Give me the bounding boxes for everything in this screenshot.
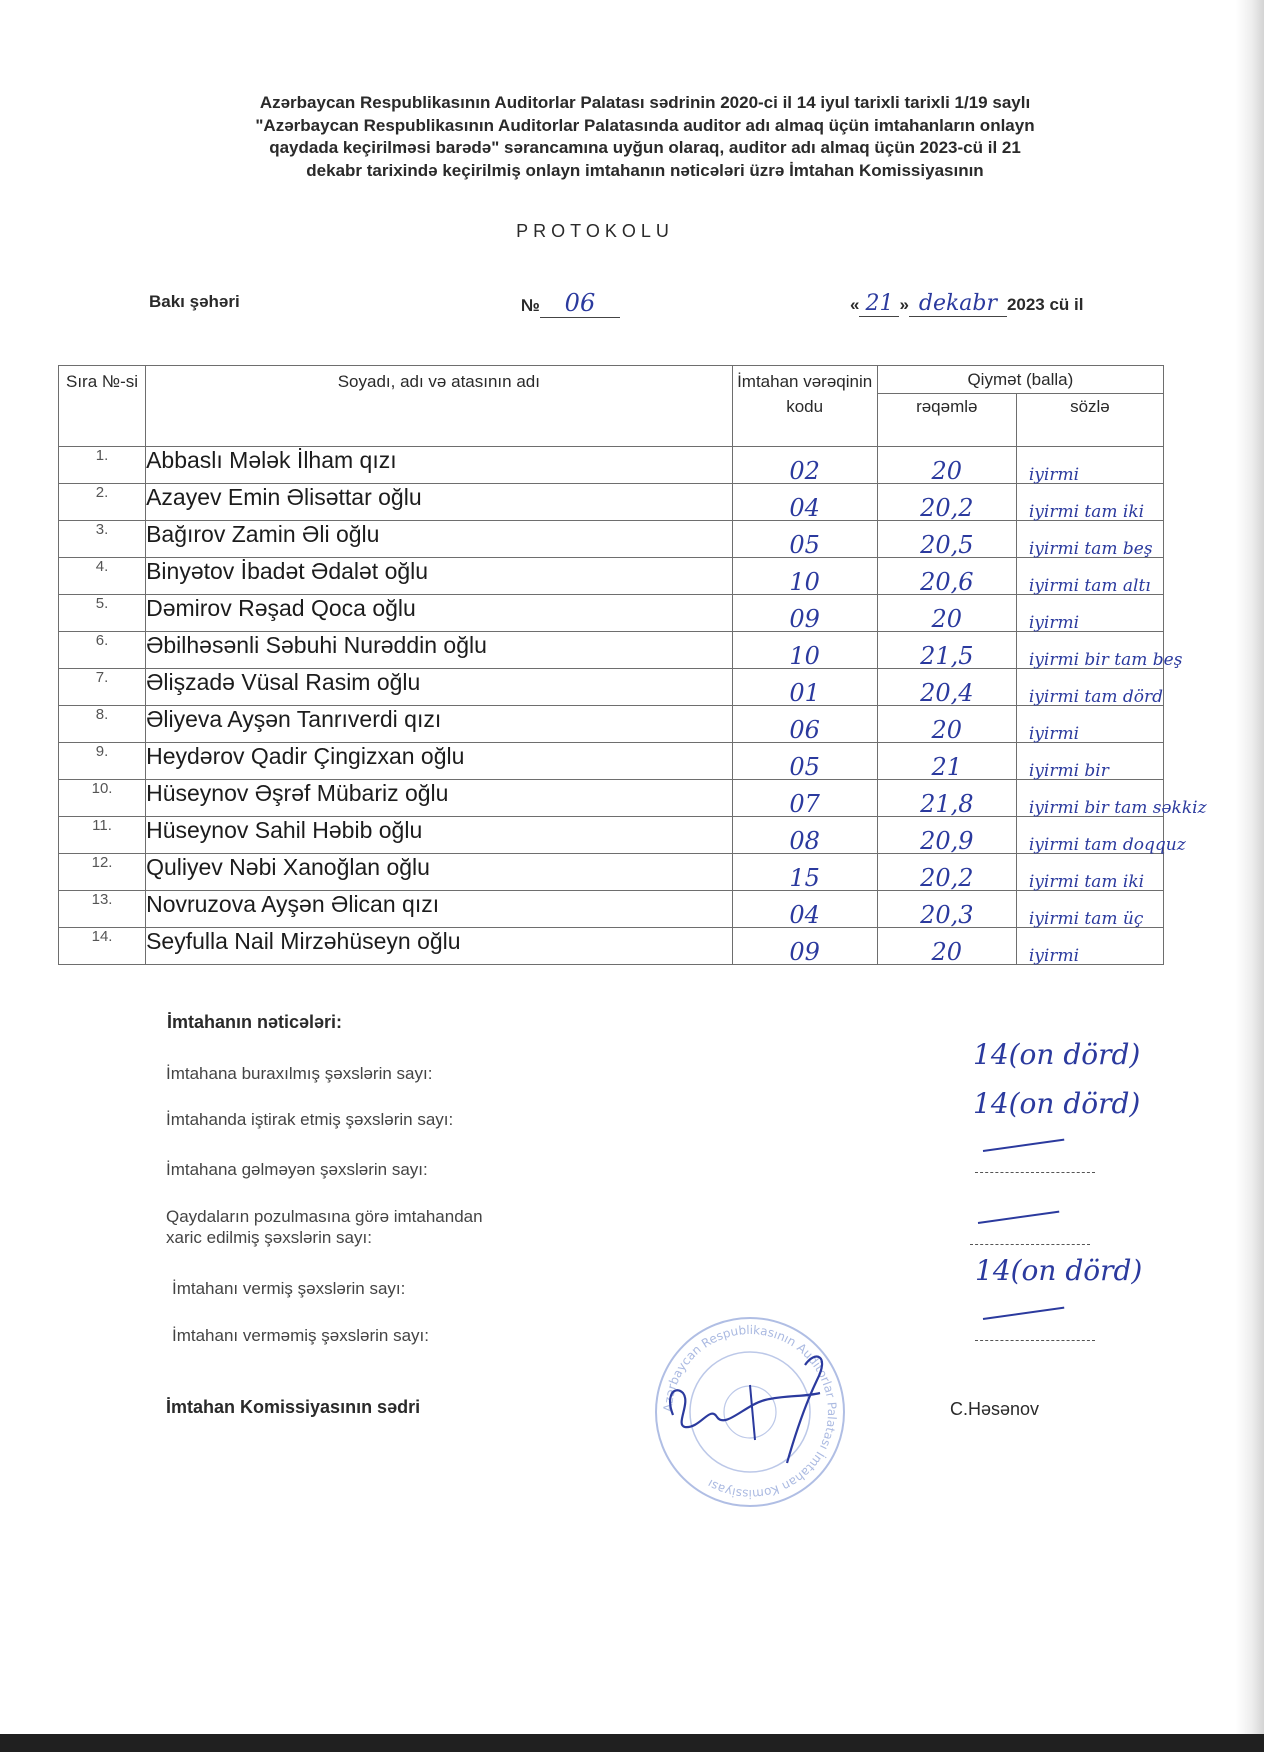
passed-label: İmtahanı vermiş şəxslərin sayı:: [172, 1279, 406, 1298]
header-words: sözlə: [1016, 394, 1163, 447]
exam-code: 01: [732, 669, 877, 706]
row-number: 7.: [59, 669, 146, 706]
score-digits: 21,5: [877, 632, 1016, 669]
table-row: [59, 669, 1164, 706]
row-number: 9.: [59, 743, 146, 780]
date-close-quote: »: [899, 295, 909, 314]
full-name: Seyfulla Nail Mirzəhüseyn oğlu: [146, 928, 733, 965]
excluded-label: [166, 1206, 483, 1248]
scan-edge-bottom: [0, 1734, 1264, 1752]
score-digits: 20,2: [877, 484, 1016, 521]
row-number: 10.: [59, 780, 146, 817]
score-words: iyirmi bir: [1016, 743, 1163, 780]
date-year: 2023 cü il: [1006, 295, 1084, 314]
score-digits: 20,4: [877, 669, 1016, 706]
exam-code: 06: [732, 706, 877, 743]
exam-code: 15: [732, 854, 877, 891]
table-row: [59, 891, 1164, 928]
date-month: dekabr: [909, 291, 1007, 317]
score-digits: 21,8: [877, 780, 1016, 817]
table-row: [59, 632, 1164, 669]
full-name: Quliyev Nəbi Xanoğlan oğlu: [146, 854, 733, 891]
row-number: 13.: [59, 891, 146, 928]
full-name: Binyətov İbadət Ədalət oğlu: [146, 558, 733, 595]
absent-dash: [975, 1148, 1095, 1173]
score-words: iyirmi tam iki: [1016, 484, 1163, 521]
table-row: [59, 780, 1164, 817]
participated-label: İmtahanda iştirak etmiş şəxslərin sayı:: [166, 1110, 454, 1129]
score-words: iyirmi tam altı: [1016, 558, 1163, 595]
results-heading: İmtahanın nəticələri:: [167, 1012, 343, 1032]
table-row: [59, 558, 1164, 595]
protocol-date: [850, 291, 1084, 317]
full-name: Bağırov Zamin Əli oğlu: [146, 521, 733, 558]
chair-name: C.Həsənov: [950, 1399, 1040, 1419]
passed-value: 14(on dörd): [975, 1254, 1143, 1287]
header-line: dekabr tarixində keçirilmiş onlayn imtahanın nəticələri üzrə İmtahan Komissiyasının: [306, 160, 984, 180]
score-words: iyirmi tam dörd: [1016, 669, 1163, 706]
failed-dash: [975, 1316, 1095, 1341]
header-code: İmtahan vərəqinin kodu: [732, 366, 877, 447]
exam-code: 04: [732, 484, 877, 521]
header-line: Azərbaycan Respublikasının Auditorlar Palatası sədrinin 2020-ci il 14 iyul tarixli tarixli 1/19 saylı: [259, 93, 1031, 112]
header-score: Qiymət (balla): [877, 366, 1163, 394]
row-number: 4.: [59, 558, 146, 595]
score-words: iyirmi bir tam səkkiz: [1016, 780, 1163, 817]
exam-code: 09: [732, 928, 877, 965]
table-row: [59, 595, 1164, 632]
exam-code: 04: [732, 891, 877, 928]
full-name: Heydərov Qadir Çingizxan oğlu: [146, 743, 733, 780]
score-words: iyirmi tam üç: [1016, 891, 1163, 928]
protocol-number: [521, 289, 620, 318]
row-number: 14.: [59, 928, 146, 965]
date-day: 21: [859, 291, 899, 317]
score-words: iyirmi tam iki: [1016, 854, 1163, 891]
score-words: iyirmi: [1016, 447, 1163, 484]
table-row: [59, 447, 1164, 484]
score-words: iyirmi: [1016, 595, 1163, 632]
row-number: 6.: [59, 632, 146, 669]
score-digits: 20,2: [877, 854, 1016, 891]
number-prefix: №: [521, 296, 540, 315]
row-number: 12.: [59, 854, 146, 891]
exam-code: 08: [732, 817, 877, 854]
score-digits: 20,9: [877, 817, 1016, 854]
score-words: iyirmi bir tam beş: [1016, 632, 1163, 669]
full-name: Hüseynov Sahil Həbib oğlu: [146, 817, 733, 854]
number-value: 06: [540, 289, 620, 318]
document-header: [150, 92, 1140, 182]
excluded-label-line: xaric edilmiş şəxslərin sayı:: [166, 1228, 372, 1247]
exam-code: 10: [732, 632, 877, 669]
excluded-dash: [970, 1220, 1090, 1245]
score-digits: 20: [877, 447, 1016, 484]
row-number: 1.: [59, 447, 146, 484]
full-name: Əliyeva Ayşən Tanrıverdi qızı: [146, 706, 733, 743]
row-number: 11.: [59, 817, 146, 854]
full-name: Əbilhəsənli Səbuhi Nurəddin oğlu: [146, 632, 733, 669]
row-number: 5.: [59, 595, 146, 632]
full-name: Novruzova Ayşən Əlican qızı: [146, 891, 733, 928]
absent-label: İmtahana gəlməyən şəxslərin sayı:: [166, 1160, 428, 1179]
chair-label: İmtahan Komissiyasının sədri: [166, 1397, 421, 1417]
city-label: Bakı şəhəri: [149, 292, 240, 311]
row-number: 8.: [59, 706, 146, 743]
score-digits: 20,5: [877, 521, 1016, 558]
header-line: qaydada keçirilməsi barədə" sərancamına uyğun olaraq, auditor adı almaq üçün 2023-cü il 21: [269, 138, 1021, 157]
date-open-quote: «: [850, 295, 860, 314]
exam-code: 09: [732, 595, 877, 632]
score-digits: 21: [877, 743, 1016, 780]
score-digits: 20: [877, 928, 1016, 965]
full-name: Azayev Emin Əlisəttar oğlu: [146, 484, 733, 521]
exam-code: 10: [732, 558, 877, 595]
header-row-no: Sıra №-si: [59, 366, 146, 447]
score-digits: 20: [877, 706, 1016, 743]
table-row: [59, 484, 1164, 521]
score-digits: 20: [877, 595, 1016, 632]
exam-code: 02: [732, 447, 877, 484]
full-name: Dəmirov Rəşad Qoca oğlu: [146, 595, 733, 632]
excluded-label-line: Qaydaların pozulmasına görə imtahandan: [166, 1207, 483, 1226]
score-words: iyirmi tam doqquz: [1016, 817, 1163, 854]
table-row: [59, 817, 1164, 854]
exam-code: 07: [732, 780, 877, 817]
row-number: 3.: [59, 521, 146, 558]
score-digits: 20,6: [877, 558, 1016, 595]
failed-label: İmtahanı verməmiş şəxslərin sayı:: [172, 1326, 429, 1345]
exam-code: 05: [732, 743, 877, 780]
row-number: 2.: [59, 484, 146, 521]
header-digits: rəqəmlə: [877, 394, 1016, 447]
admitted-value: 14(on dörd): [973, 1038, 1141, 1071]
full-name: Abbaslı Mələk İlham qızı: [146, 447, 733, 484]
score-words: iyirmi tam beş: [1016, 521, 1163, 558]
table-row: [59, 854, 1164, 891]
results-table: [58, 365, 1207, 966]
participated-value: 14(on dörd): [973, 1087, 1141, 1120]
exam-code: 05: [732, 521, 877, 558]
scan-edge-right: [1236, 0, 1264, 1752]
full-name: Hüseynov Əşrəf Mübariz oğlu: [146, 780, 733, 817]
score-digits: 20,3: [877, 891, 1016, 928]
table-row: [59, 928, 1164, 965]
handwritten-signature: [655, 1345, 855, 1465]
header-name: Soyadı, adı və atasının adı: [146, 366, 733, 447]
score-words: iyirmi: [1016, 928, 1163, 965]
table-row: [59, 521, 1164, 558]
table-row: [59, 743, 1164, 780]
admitted-label: İmtahana buraxılmış şəxslərin sayı:: [166, 1064, 433, 1083]
full-name: Əlişzadə Vüsal Rasim oğlu: [146, 669, 733, 706]
header-line: "Azərbaycan Respublikasının Auditorlar Palatasında auditor adı almaq üçün imtahanların onlayn: [255, 115, 1035, 135]
score-words: iyirmi: [1016, 706, 1163, 743]
table-row: [59, 706, 1164, 743]
document-title: PROTOKOLU: [516, 221, 674, 241]
stamp-text: Azərbaycan Respublikasının Auditorlar Palatası İmtahan Komissiyası: [660, 1322, 840, 1502]
